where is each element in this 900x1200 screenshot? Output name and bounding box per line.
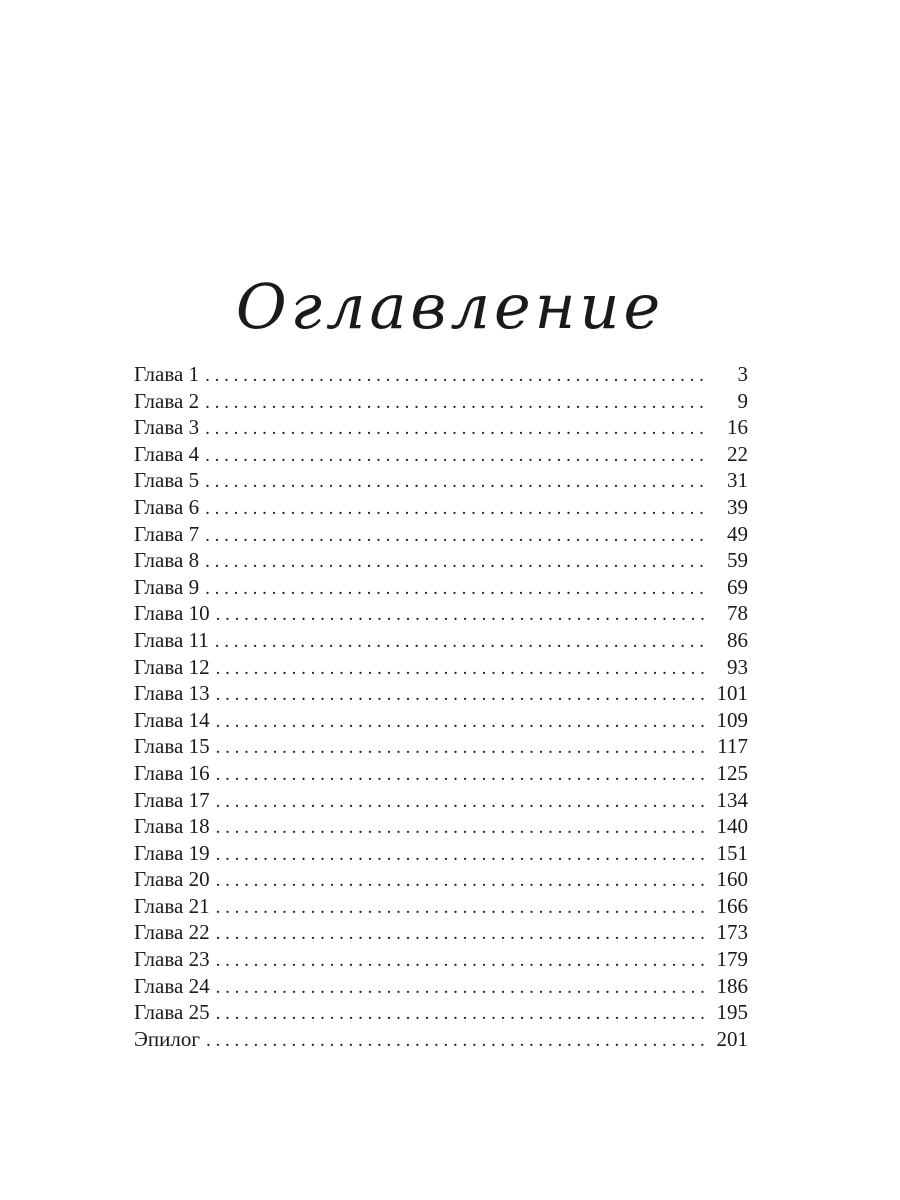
- toc-entry-label: Глава 17: [134, 787, 210, 812]
- toc-entry-page: 9: [737, 388, 748, 413]
- toc-entry: [134, 840, 748, 867]
- toc-entry-page: 22: [727, 441, 748, 466]
- toc-entry-page: 140: [716, 814, 748, 839]
- toc-entry: [134, 813, 748, 840]
- toc-entry-label: Глава 16: [134, 760, 210, 785]
- dot-leader: [216, 868, 708, 895]
- toc-entry-page: 93: [727, 654, 748, 679]
- dot-leader: [205, 576, 708, 603]
- dot-leader: [205, 363, 708, 390]
- toc-entry: [134, 521, 748, 548]
- dot-leader: [216, 656, 708, 683]
- toc-entry: [134, 494, 748, 521]
- toc-entry-label: Глава 2: [134, 388, 200, 413]
- toc-entry: [134, 627, 748, 654]
- toc-entry: [134, 654, 748, 681]
- dot-leader: [205, 443, 708, 470]
- toc-entry-label: Глава 21: [134, 893, 210, 918]
- toc-entry-label: Глава 7: [134, 521, 200, 546]
- page-title: Оглавление: [235, 270, 665, 343]
- toc-entry-label: Глава 8: [134, 548, 200, 573]
- toc-entry-page: 86: [727, 627, 748, 652]
- dot-leader: [216, 895, 708, 922]
- toc-entry-label: Глава 12: [134, 654, 210, 679]
- toc-entry-label: Глава 5: [134, 468, 200, 493]
- toc-entry-label: Глава 10: [134, 601, 210, 626]
- toc-entry: [134, 574, 748, 601]
- dot-leader: [205, 416, 708, 443]
- toc-entry: [134, 866, 748, 893]
- toc-entry-page: 78: [727, 601, 748, 626]
- toc-entry-label: Глава 14: [134, 707, 210, 732]
- dot-leader: [216, 735, 708, 762]
- toc-entry-label: Эпилог: [134, 1026, 200, 1051]
- toc-entry-page: 160: [716, 867, 748, 892]
- toc-entry: [134, 414, 748, 441]
- dot-leader: [205, 469, 708, 496]
- toc-entry-page: 134: [716, 787, 748, 812]
- toc-entry-page: 117: [717, 734, 748, 759]
- toc-entry-page: 3: [737, 362, 748, 386]
- table-of-contents: [134, 361, 748, 1052]
- toc-entry: [134, 919, 748, 946]
- toc-entry-page: 101: [716, 681, 748, 706]
- toc-entry-page: 16: [727, 415, 748, 440]
- toc-entry: [134, 787, 748, 814]
- toc-entry-label: Глава 24: [134, 973, 210, 998]
- dot-leader: [206, 1028, 708, 1055]
- toc-entry-label: Глава 3: [134, 415, 200, 440]
- dot-leader: [216, 1001, 708, 1028]
- toc-entry: [134, 547, 748, 574]
- dot-leader: [216, 921, 708, 948]
- toc-entry-page: 179: [716, 947, 748, 972]
- dot-leader: [216, 975, 708, 1002]
- toc-entry-label: Глава 22: [134, 920, 210, 945]
- toc-entry: [134, 1026, 748, 1053]
- dot-leader: [205, 549, 708, 576]
- toc-entry-page: 69: [727, 574, 748, 599]
- toc-entry-page: 49: [727, 521, 748, 546]
- dot-leader: [216, 948, 708, 975]
- dot-leader: [205, 496, 708, 523]
- toc-entry: [134, 388, 748, 415]
- toc-entry-page: 39: [727, 494, 748, 519]
- dot-leader: [216, 842, 708, 869]
- toc-entry-label: Глава 15: [134, 734, 210, 759]
- toc-entry: [134, 973, 748, 1000]
- toc-entry: [134, 441, 748, 468]
- toc-entry: [134, 946, 748, 973]
- toc-entry-label: Глава 1: [134, 362, 200, 386]
- toc-entry-label: Глава 4: [134, 441, 200, 466]
- dot-leader: [216, 815, 708, 842]
- toc-entry-page: 173: [716, 920, 748, 945]
- toc-entry-label: Глава 11: [134, 627, 209, 652]
- toc-entry-label: Глава 20: [134, 867, 210, 892]
- toc-entry-label: Глава 25: [134, 1000, 210, 1025]
- toc-entry-label: Глава 6: [134, 494, 200, 519]
- dot-leader: [216, 762, 708, 789]
- toc-entry-label: Глава 13: [134, 681, 210, 706]
- toc-entry-page: 125: [716, 760, 748, 785]
- dot-leader: [216, 602, 708, 629]
- dot-leader: [215, 629, 708, 656]
- toc-entry-page: 195: [716, 1000, 748, 1025]
- toc-entry-label: Глава 23: [134, 947, 210, 972]
- toc-entry: [134, 600, 748, 627]
- toc-entry: [134, 361, 748, 388]
- toc-entry-page: 31: [727, 468, 748, 493]
- toc-entry-label: Глава 9: [134, 574, 200, 599]
- toc-entry-page: 109: [716, 707, 748, 732]
- toc-entry: [134, 467, 748, 494]
- toc-entry-page: 166: [716, 893, 748, 918]
- toc-entry-page: 201: [716, 1026, 748, 1051]
- toc-entry: [134, 893, 748, 920]
- toc-entry: [134, 733, 748, 760]
- dot-leader: [205, 390, 708, 417]
- toc-entry-page: 186: [716, 973, 748, 998]
- toc-entry: [134, 707, 748, 734]
- toc-entry: [134, 999, 748, 1026]
- toc-entry: [134, 760, 748, 787]
- toc-entry: [134, 680, 748, 707]
- dot-leader: [216, 682, 708, 709]
- toc-entry-page: 59: [727, 548, 748, 573]
- dot-leader: [205, 523, 708, 550]
- toc-entry-page: 151: [716, 840, 748, 865]
- toc-entry-label: Глава 19: [134, 840, 210, 865]
- toc-entry-label: Глава 18: [134, 814, 210, 839]
- dot-leader: [216, 789, 708, 816]
- dot-leader: [216, 709, 708, 736]
